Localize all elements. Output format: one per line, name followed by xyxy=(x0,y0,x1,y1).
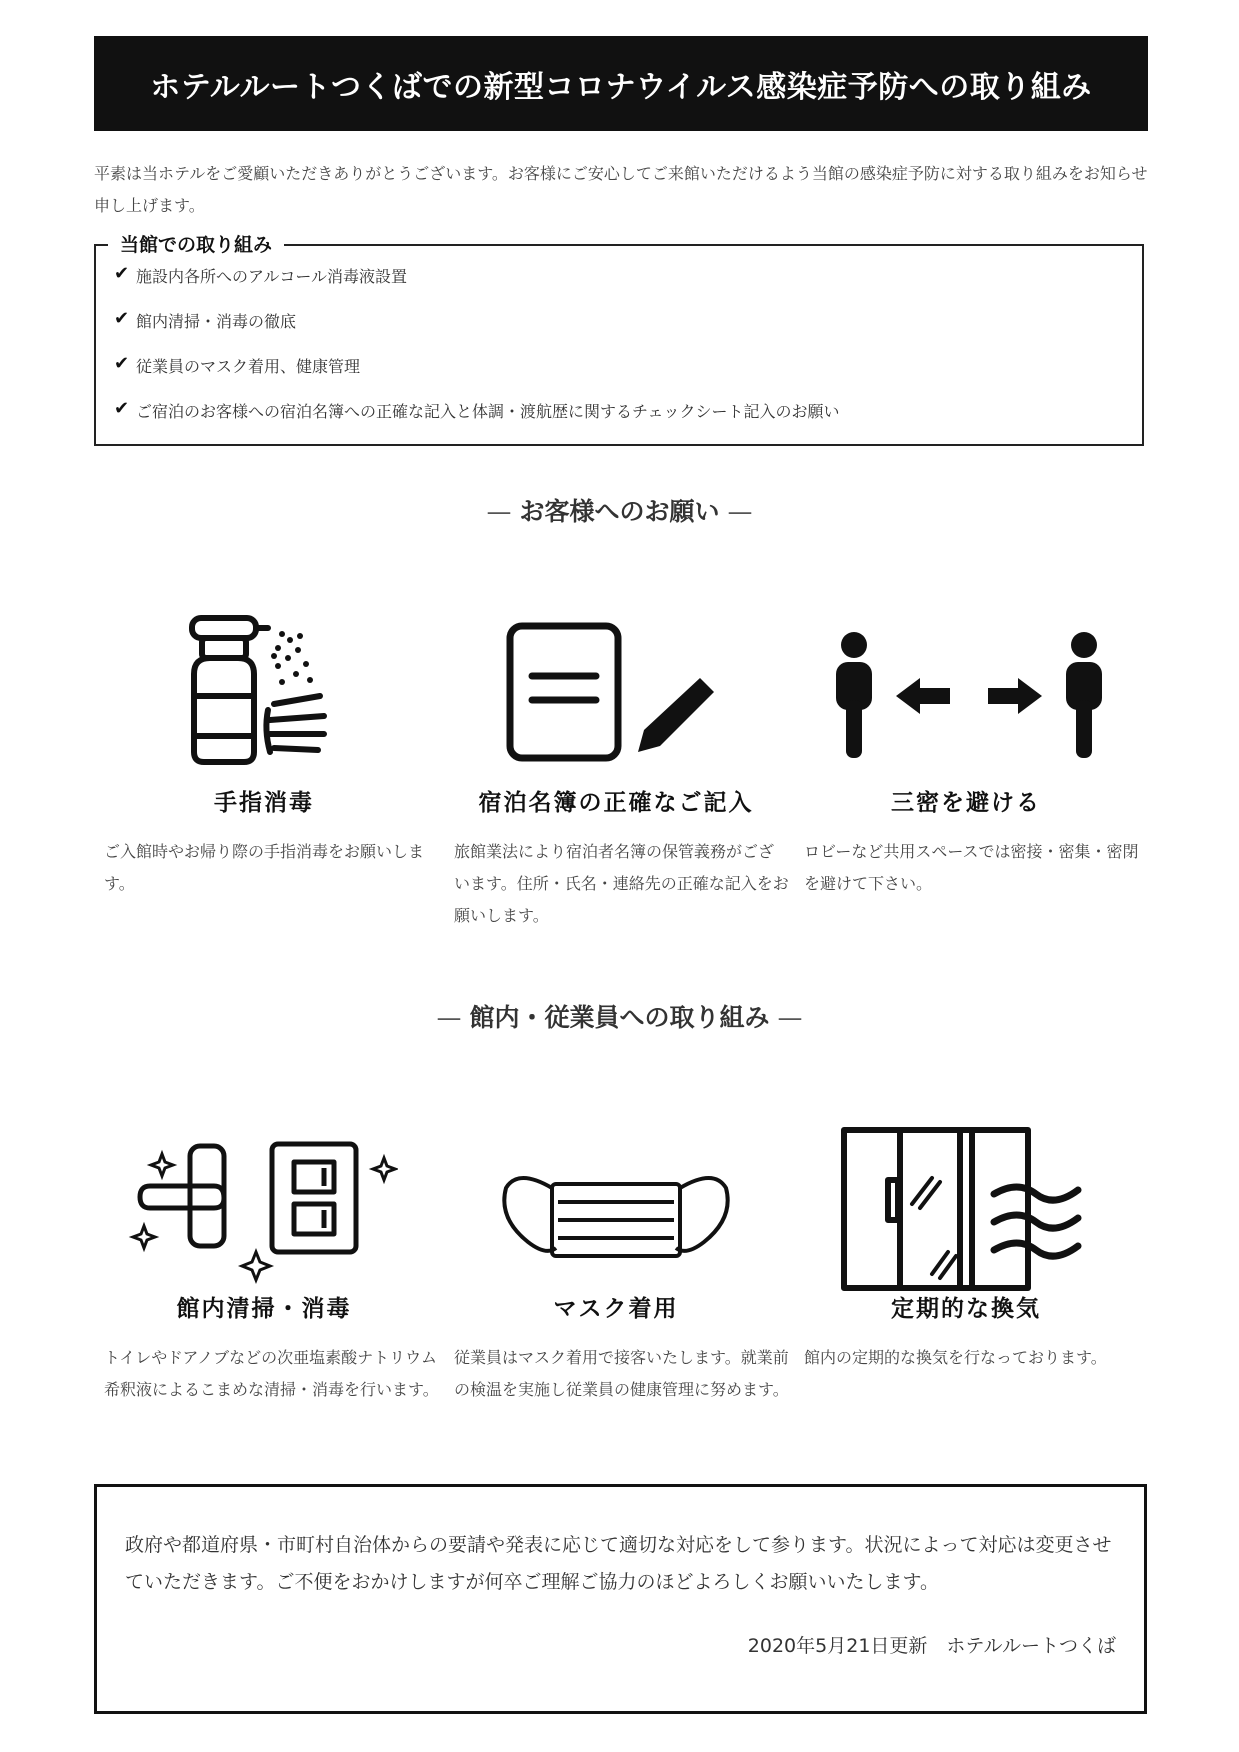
card-description: 旅館業法により宿泊者名簿の保管義務がございます。住所・氏名・連絡先の正確な記入をお願いします。 xyxy=(454,842,789,925)
card-title: 定期的な換気 xyxy=(891,1296,1041,1322)
check-icon: ✔ xyxy=(114,398,130,419)
list-item: ✔ 施設内各所へのアルコール消毒液設置 xyxy=(114,263,408,286)
hand-sanitizer-icon xyxy=(178,612,348,776)
check-icon: ✔ xyxy=(114,308,130,329)
window-ventilation-icon xyxy=(840,1124,1100,1298)
card-description: 館内の定期的な換気を行なっております。 xyxy=(804,1348,1107,1367)
card-description: ロビーなど共用スペースでは密接・密集・密閉を避けて下さい。 xyxy=(804,842,1139,893)
social-distance-icon xyxy=(830,630,1110,764)
measures-list xyxy=(114,264,840,444)
document-pen-icon xyxy=(504,620,724,774)
face-mask-icon xyxy=(498,1158,734,1272)
card-description: ご入館時やお帰り際の手指消毒をお願いします。 xyxy=(104,842,425,893)
guest-section-heading: — お客様へのお願い — xyxy=(486,497,753,526)
card-title: 宿泊名簿の正確なご記入 xyxy=(478,790,754,816)
update-date: 2020年5月21日更新 ホテルルートつくば xyxy=(747,1635,1116,1657)
staff-section-heading: — 館内・従業員への取り組み — xyxy=(436,1003,803,1032)
check-icon: ✔ xyxy=(114,263,130,284)
list-item: ✔ 従業員のマスク着用、健康管理 xyxy=(114,353,361,376)
card-description: トイレやドアノブなどの次亜塩素酸ナトリウム希釈液によるこまめな清掃・消毒を行います。 xyxy=(104,1348,439,1399)
door-handle-switch-icon xyxy=(128,1134,398,1298)
list-item: ✔ ご宿泊のお客様への宿泊名簿への正確な記入と体調・渡航歴に関するチェックシート記入のお願い xyxy=(114,398,840,421)
notice-text: 政府や都道府県・市町村自治体からの要請や発表に応じて適切な対応をして参ります。状況によって対応は変更させていただきます。ご不便をおかけしますが何卒ご理解ご協力のほどよろしくお願いいたします。 xyxy=(125,1534,1112,1593)
page-title: ホテルルートつくばでの新型コロナウイルス感染症予防への取り組み xyxy=(94,36,1148,131)
card-title: マスク着用 xyxy=(553,1296,679,1322)
card-title: 館内清掃・消毒 xyxy=(176,1296,352,1322)
notice-box xyxy=(94,1484,1147,1714)
measures-title: 当館での取り組み xyxy=(108,230,284,257)
measures-box xyxy=(94,234,1144,446)
intro-text: 平素は当ホテルをご愛顧いただきありがとうございます。お客様にご安心してご来館いただけるよう当館の感染症予防に対する取り組みをお知らせ申し上げます。 xyxy=(94,164,1148,215)
card-title: 三密を避ける xyxy=(891,790,1041,816)
list-item: ✔ 館内清掃・消毒の徹底 xyxy=(114,308,297,331)
card-title: 手指消毒 xyxy=(214,790,314,816)
check-icon: ✔ xyxy=(114,353,130,374)
card-description: 従業員はマスク着用で接客いたします。就業前の検温を実施し従業員の健康管理に努めます。 xyxy=(454,1348,789,1399)
